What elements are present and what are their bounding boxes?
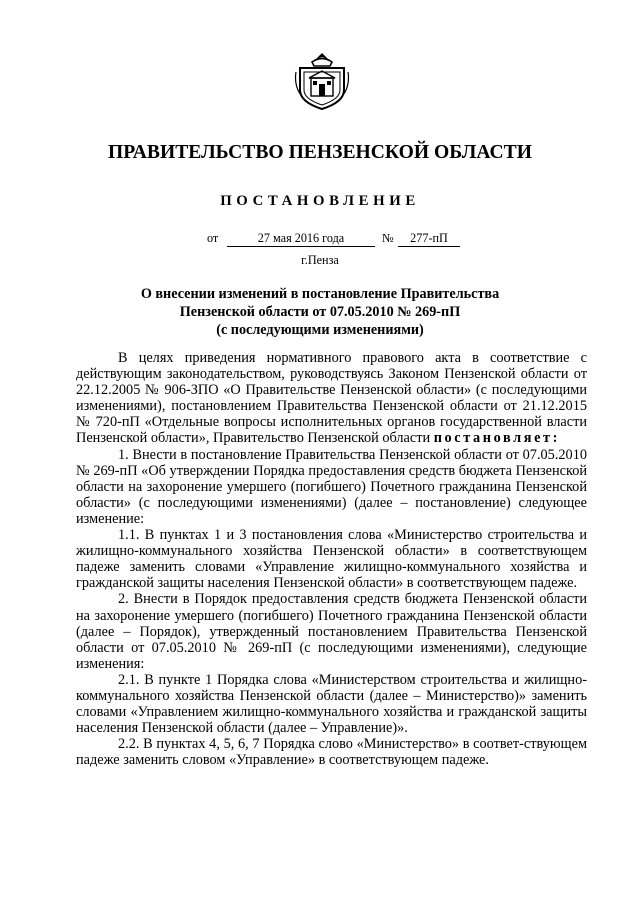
city-name: г.Пенза	[301, 253, 339, 267]
paragraph-2-2: 2.2. В пунктах 4, 5, 6, 7 Порядка слово «Министерство» в соответ-ствующем падеже заменить словом «Управление» в соответствующем падеже.	[76, 736, 587, 769]
document-type: ПОСТАНОВЛЕНИЕ	[220, 193, 420, 209]
paragraph-1: 1. Внести в постановление Правительства Пензенской области от 07.05.2010 № 269-пП «Об утверждении Порядка предоставления средств бюджета Пензенской области на захоронение умершего (погибшего) Почетного гражданина Пензенской области» (с последующими изменениями) (далее – постановление) следующее изменение:	[76, 446, 587, 527]
document-number: 277-пП	[398, 231, 460, 247]
paragraph-1-1: 1.1. В пунктах 1 и 3 постановления слова «Министерство строительства и жилищно-коммунального хозяйства Пензенской области» в соответствующем падеже заменить словами «Управление жилищно-коммунального хозяйства и гражданской защиты населения Пензенской области» в соответствующем падеже.	[76, 527, 587, 592]
organization-name: ПРАВИТЕЛЬСТВО ПЕНЗЕНСКОЙ ОБЛАСТИ	[108, 142, 532, 163]
paragraph-2: 2. Внести в Порядок предоставления средств бюджета Пензенской области на захоронение умершего (погибшего) Почетного гражданина Пензенской области (далее – Порядок), утвержденный постановлением Правительства Пензенской области от 07.05.2010 № 269-пП (с последующими изменениями), следующие изменения:	[76, 591, 587, 672]
preamble-paragraph	[76, 350, 587, 447]
coat-of-arms-icon	[294, 50, 350, 112]
paragraph-2-1: 2.1. В пункте 1 Порядка слова «Министерством строительства и жилищно-коммунального хозяйства Пензенской области (далее – Министерство)» заменить словами «Управлением жилищно-коммунального хозяйства и гражданской защиты населения Пензенской области (далее – Управление)».	[76, 671, 587, 737]
number-prefix: №	[382, 231, 394, 245]
document-date: 27 мая 2016 года	[227, 231, 375, 247]
document-body	[76, 350, 587, 768]
title-line-3: (с последующими изменениями)	[216, 322, 424, 338]
document-title	[0, 285, 640, 339]
preamble-text: В целях приведения нормативного правового акта в соответствие с действующим законодательством, руководствуясь Законом Пензенской области от 22.12.2005 № 906-ЗПО «О Правительстве Пензенской области» (с последующими изменениями), постановлением Правительства Пензенской области от 21.12.2015 № 720-пП «Отдельные вопросы исполнительных органов государственной власти Пензенской области», Правительство Пензенской области	[76, 350, 587, 447]
date-prefix: от	[207, 231, 219, 245]
title-line-1: О внесении изменений в постановление Правительства	[140, 286, 500, 302]
resolution-keyword: постановляет:	[433, 430, 561, 447]
title-line-2: Пензенской области от 07.05.2010 № 269-пП	[179, 304, 461, 320]
